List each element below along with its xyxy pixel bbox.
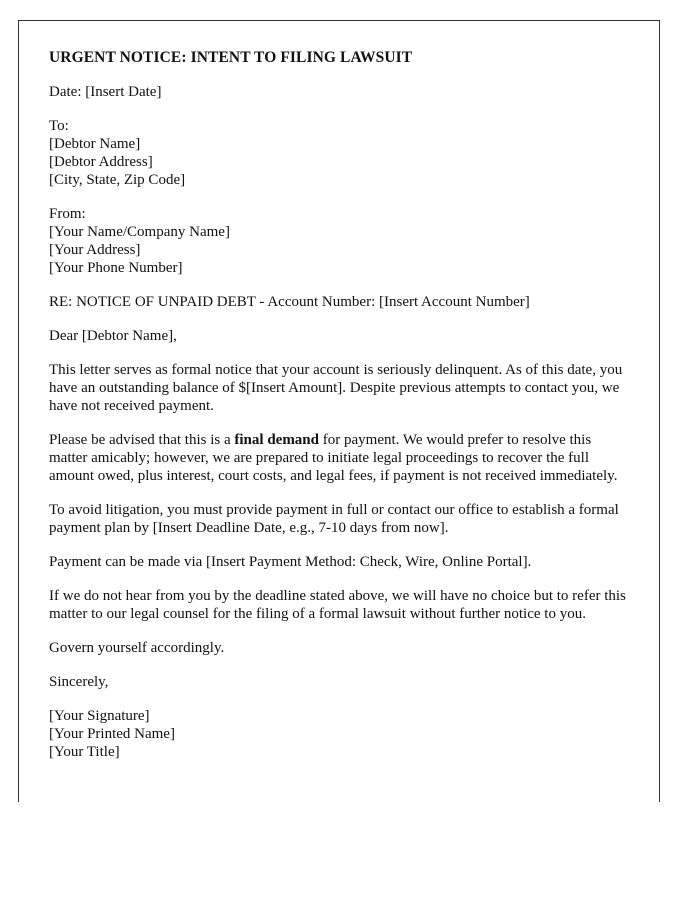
final-demand-emphasis: final demand bbox=[234, 432, 319, 448]
signature-block bbox=[49, 707, 629, 761]
sender-label: From: bbox=[49, 206, 86, 222]
paragraph-govern: Govern yourself accordingly. bbox=[49, 640, 225, 656]
letter-date: Date: [Insert Date] bbox=[49, 84, 162, 100]
recipient-block bbox=[49, 117, 629, 189]
final-demand-suffix: for payment. We would prefer to resolve this matter amicably; however, we are prepared to initiate legal proceedings to recover the full amount owed, plus interest, court costs, and legal fees, if payment is not received immediately. bbox=[49, 432, 618, 484]
letter-page bbox=[18, 20, 660, 802]
printed-name: [Your Printed Name] bbox=[49, 726, 175, 742]
paragraph-final-demand bbox=[49, 431, 629, 485]
paragraph-payment-method: Payment can be made via [Insert Payment Method: Check, Wire, Online Portal]. bbox=[49, 554, 532, 570]
paragraph-delinquent: This letter serves as formal notice that your account is seriously delinquent. As of this date, you have an outstanding balance of $[Insert Amount]. Despite previous attempts to contact you, we have not received payment. bbox=[49, 362, 623, 414]
subject-line: RE: NOTICE OF UNPAID DEBT - Account Number: [Insert Account Number] bbox=[49, 294, 530, 310]
signer-title: [Your Title] bbox=[49, 744, 120, 760]
signature-line: [Your Signature] bbox=[49, 708, 150, 724]
recipient-city: [City, State, Zip Code] bbox=[49, 172, 186, 188]
paragraph-legal-counsel: If we do not hear from you by the deadline stated above, we will have no choice but to refer this matter to our legal counsel for the filing of a formal lawsuit without further notice to you. bbox=[49, 588, 626, 622]
sender-name: [Your Name/Company Name] bbox=[49, 224, 230, 240]
salutation: Dear [Debtor Name], bbox=[49, 328, 177, 344]
sender-block bbox=[49, 205, 629, 277]
recipient-address: [Debtor Address] bbox=[49, 154, 153, 170]
letter-title: URGENT NOTICE: INTENT TO FILING LAWSUIT bbox=[49, 49, 413, 66]
closing: Sincerely, bbox=[49, 674, 109, 690]
sender-address: [Your Address] bbox=[49, 242, 141, 258]
sender-phone: [Your Phone Number] bbox=[49, 260, 183, 276]
recipient-name: [Debtor Name] bbox=[49, 136, 141, 152]
recipient-label: To: bbox=[49, 118, 69, 134]
final-demand-prefix: Please be advised that this is a bbox=[49, 432, 235, 448]
paragraph-avoid-litigation: To avoid litigation, you must provide payment in full or contact our office to establish a formal payment plan by [Insert Deadline Date, e.g., 7-10 days from now]. bbox=[49, 502, 619, 536]
